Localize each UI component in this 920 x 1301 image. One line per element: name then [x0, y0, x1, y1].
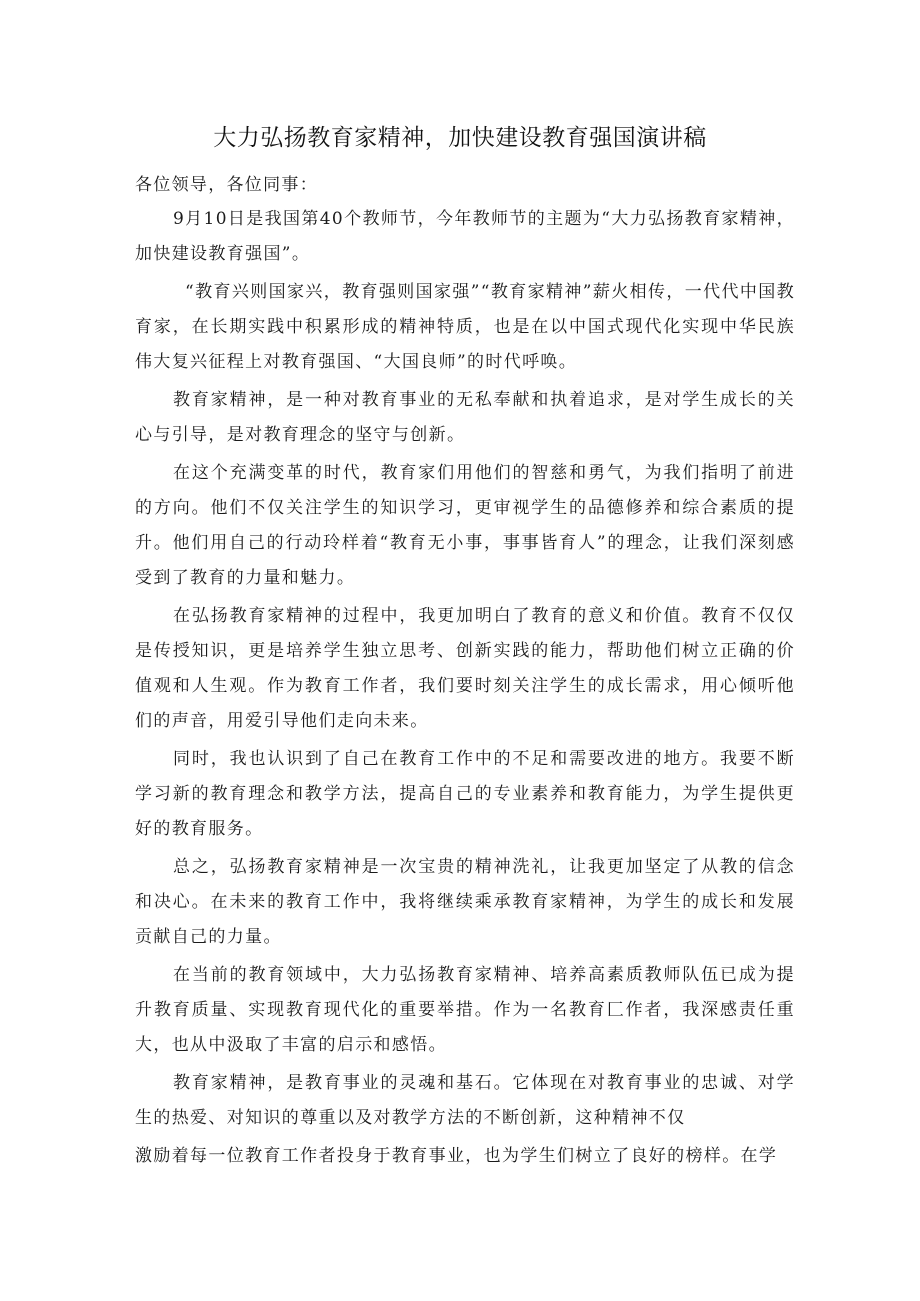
paragraph: 在这个充满变革的时代，教育家们用他们的智慈和勇气，为我们指明了前进的方向。他们不仅关注学生的知识学习，更审视学生的品德修养和综合素质的提升。他们用自己的行动玲样着“教育无小事，事事皆育人”的理念，让我们深刻感受到了教育的力量和魅力。 [135, 463, 795, 588]
document-title: 大力弘扬教育家精神，加快建设教育强国演讲稿 [213, 125, 707, 151]
paragraph: 9月10日是我国第40个教师节，今年教师节的主题为“大力弘扬教育家精神，加快建设教育强国”。 [135, 209, 795, 264]
paragraph: 总之，弘扬教育家精神是一次宝贵的精神洗礼，让我更加坚定了从教的信念和决心。在未来的教育工作中，我将继续乘承教育家精神，为学生的成长和发展贡献自己的力量。 [135, 857, 795, 947]
paragraph: 教育家精神，是教育事业的灵魂和基石。它体现在对教育事业的忠诚、对学生的热爱、对知识的尊重以及对教学方法的不断创新，这种精神不仅 [135, 1073, 795, 1128]
paragraph: 在当前的教育领域中，大力弘扬教育家精神、培养高素质教师队伍已成为提升教育质量、实现教育现代化的重要举措。作为一名教育匚作者，我深感责任重大，也从中汲取了丰富的启示和感悟。 [135, 965, 795, 1055]
paragraph: “教育兴则国家兴，教育强则国家强”“教育家精神”薪火相传，一代代中国教育家，在长期实践中积累形成的精神特质，也是在以中国式现代化实现中华民族伟大复兴征程上对教育强国、“大国良师”的时代呼唤。 [135, 282, 795, 372]
paragraph: 在弘扬教育家精神的过程中，我更加明白了教育的意义和价值。教育不仅仅是传授知识，更是培养学生独立思考、创新实践的能力，帮助他们树立正确的价值观和人生观。作为教育工作者，我们要时刻关注学生的成长需求，用心倾听他们的声音，用爱引导他们走向未来。 [135, 606, 795, 731]
paragraph-continuation: 激励着每一位教育工作者投身于教育事业，也为学生们树立了良好的榜样。在学 [135, 1146, 778, 1166]
paragraph: 教育家精神，是一种对教育事业的无私奉献和执着追求，是对学生成长的关心与引导，是对教育理念的坚守与创新。 [135, 390, 795, 445]
document-body [135, 170, 795, 1174]
greeting: 各位领导，各位同事： [135, 175, 318, 195]
paragraph: 同时，我也认识到了自己在教育工作中的不足和需要改进的地方。我要不断学习新的教育理念和教学方法，提高自己的专业素养和教育能力，为学生提供更好的教育服务。 [135, 749, 795, 839]
